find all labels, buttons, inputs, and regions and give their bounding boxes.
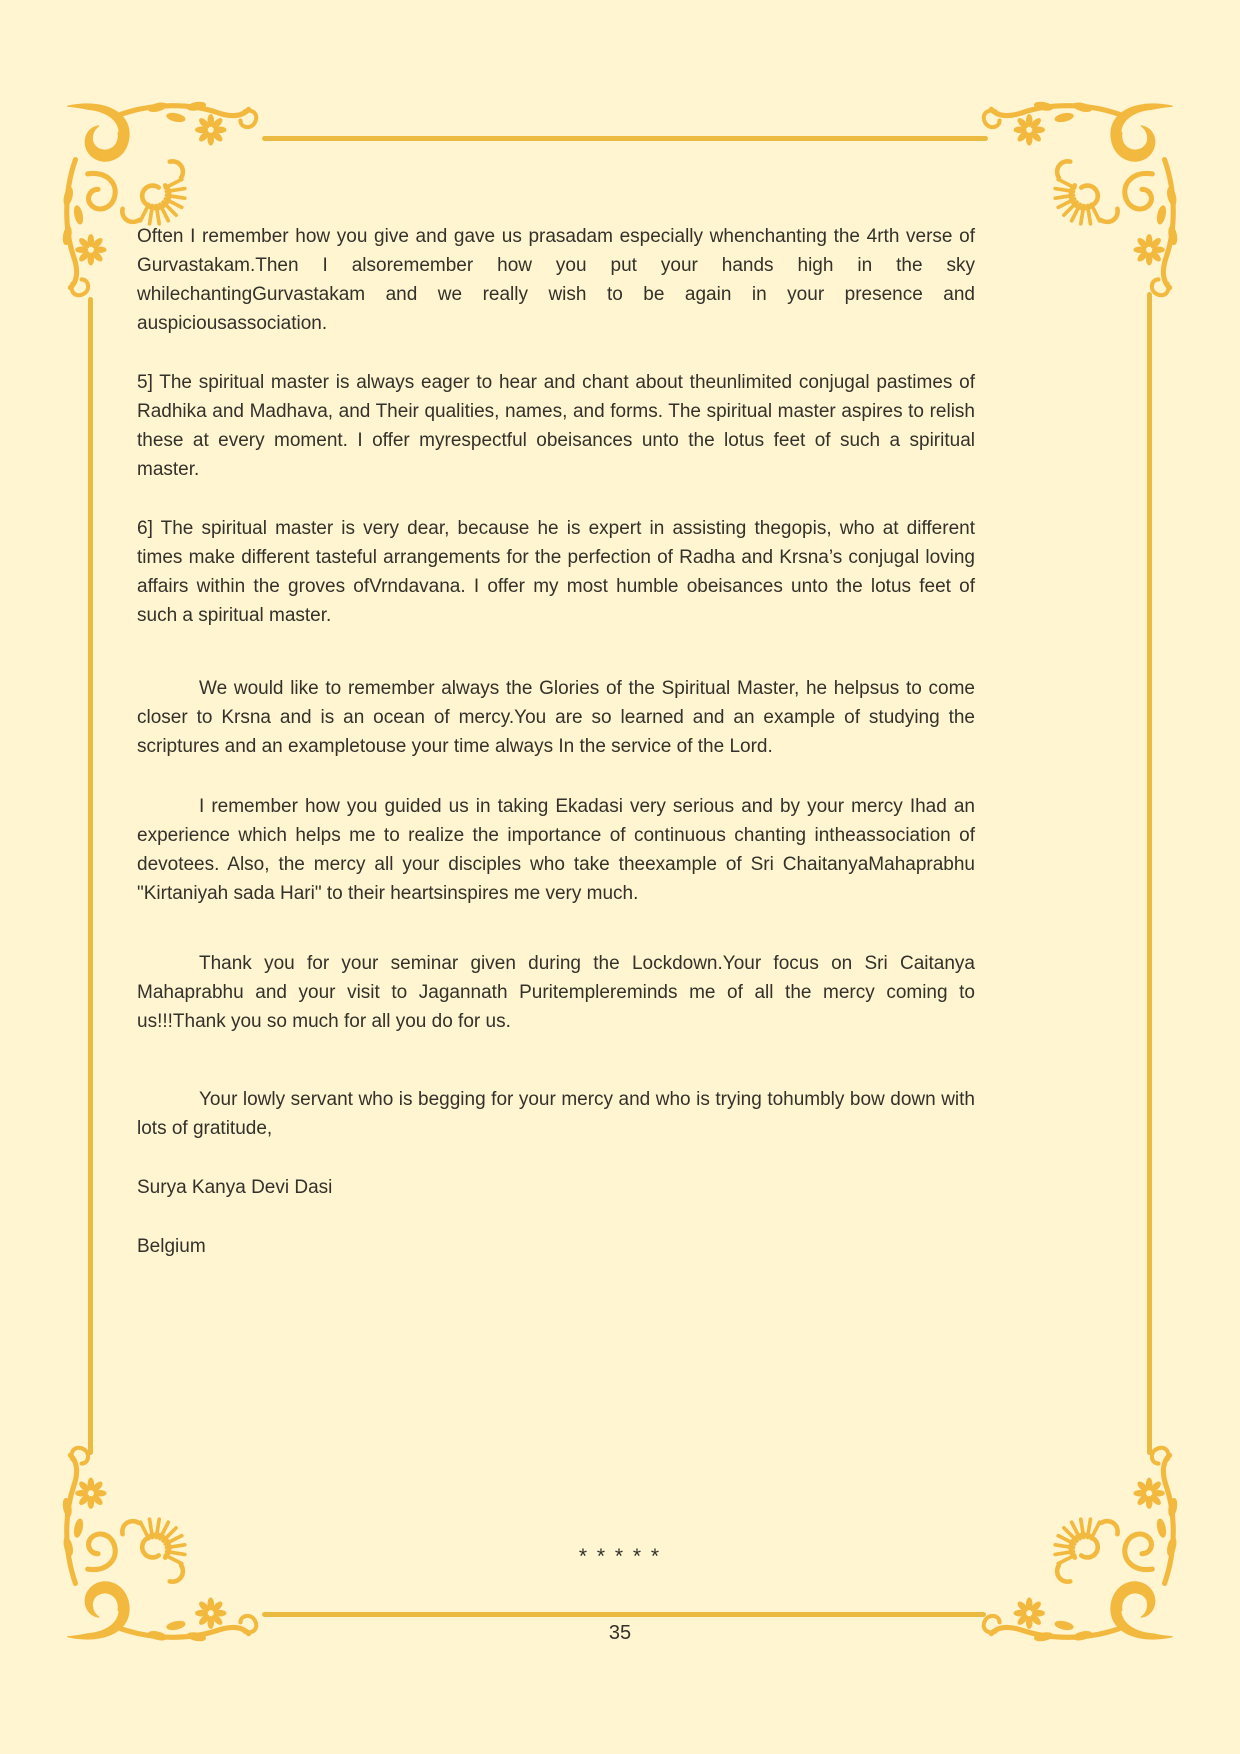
letter-paragraph: Your lowly servant who is begging for your mercy and who is trying tohumbly bow down with lots of gratitude, bbox=[137, 1089, 975, 1139]
corner-ornament-top-right-icon bbox=[978, 96, 1183, 301]
letter-paragraph: 6] The spiritual master is very dear, because he is expert in assisting thegopis, who at different times make different tasteful arrangements for the perfection of Radha and Krsna’s conjugal loving affairs within the groves ofVrndavana. I offer my most humble obeisances unto the lotus feet of such a spiritual master. bbox=[137, 518, 975, 626]
letter-paragraph: 5] The spiritual master is always eager to hear and chant about theunlimited conjugal pastimes of Radhika and Madhava, and Their qualities, names, and forms. The spiritual master aspires to relish these at every moment. I offer myrespectful obeisances unto the lotus feet of such a spiritual master. bbox=[137, 372, 975, 480]
frame-line-top bbox=[262, 136, 988, 141]
frame-line-left bbox=[88, 297, 93, 1455]
signature-location: Belgium bbox=[137, 1236, 206, 1257]
letter-paragraph: Often I remember how you give and gave us prasadam especially whenchanting the 4rth verse of Gurvastakam.Then I alsoremember how you put your hands high in the sky whilechantingGurvastakam and we really wish to be again in your presence and auspiciousassociation. bbox=[137, 226, 975, 334]
section-separator: * * * * * bbox=[578, 1545, 662, 1568]
page-number: 35 bbox=[608, 1622, 632, 1644]
frame-line-bottom bbox=[262, 1612, 986, 1617]
frame-line-right bbox=[1147, 292, 1152, 1455]
letter-paragraph: I remember how you guided us in taking Ekadasi very serious and by your mercy Ihad an experience which helps me to realize the importance of continuous chanting intheassociation of devotees. Also, the mercy all your disciples who take theexample of Sri ChaitanyaMahaprabhu "Kirtaniyah sada Hari" to their heartsinspires me very much. bbox=[137, 796, 975, 904]
signature-name: Surya Kanya Devi Dasi bbox=[137, 1177, 333, 1198]
letter-paragraph: Thank you for your seminar given during the Lockdown.Your focus on Sri Caitanya Mahaprabhu and your visit to Jagannath Puritemplereminds me of all the mercy coming to us!!!Thank you so much for all you do for us. bbox=[137, 953, 975, 1032]
letter-paragraph: We would like to remember always the Glories of the Spiritual Master, he helpsus to come closer to Krsna and is an ocean of mercy.You are so learned and an example of studying the scriptures and an exampletouse your time always In the service of the Lord. bbox=[137, 678, 975, 757]
letter-body bbox=[137, 222, 975, 1291]
